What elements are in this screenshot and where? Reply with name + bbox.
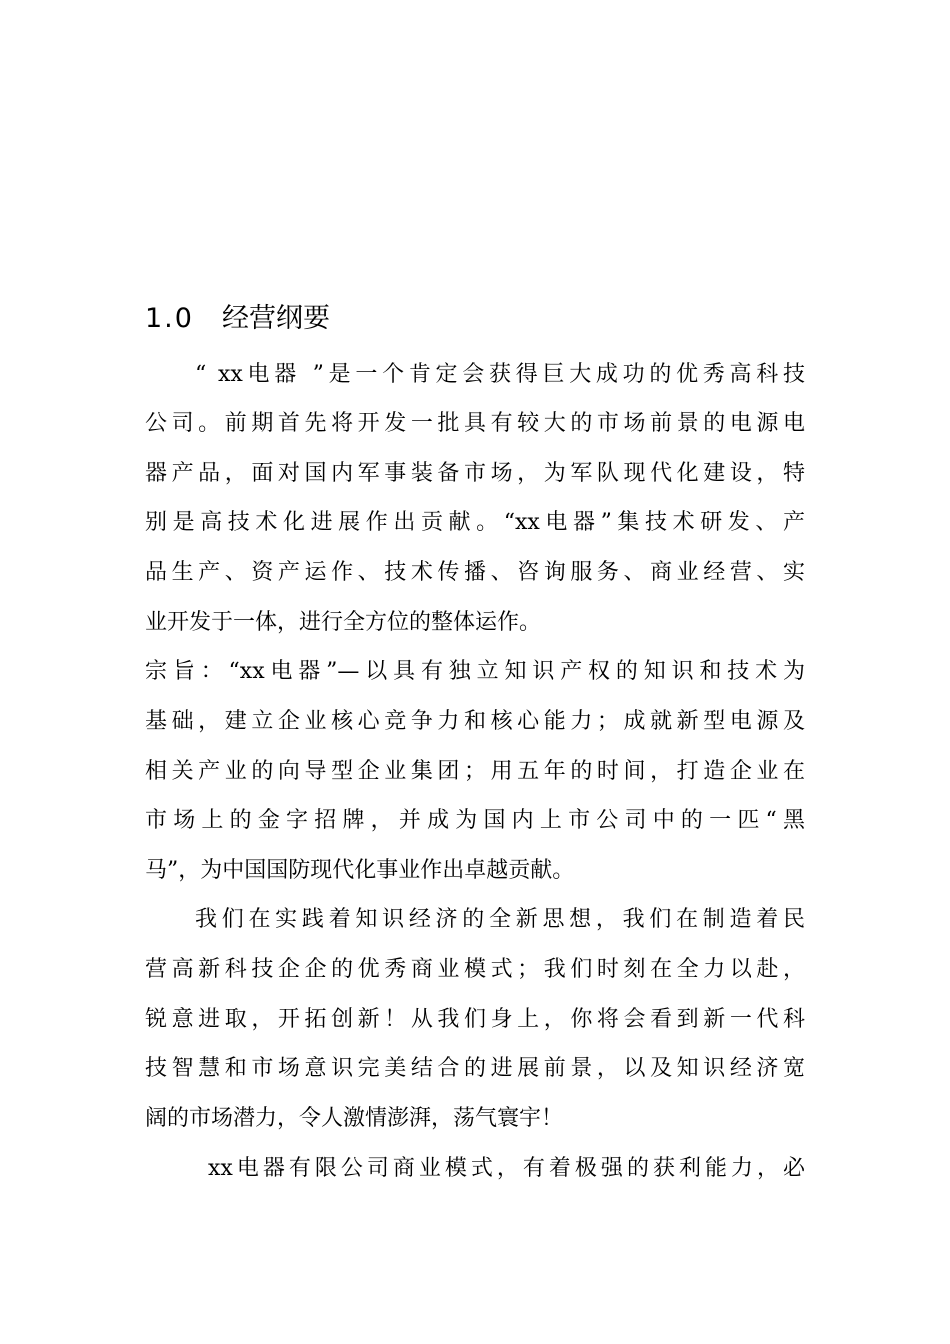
paragraph-line: 宗旨：“xx电器”—以具有独立知识产权的知识和技术为 [145,659,805,684]
paragraph-line: 锐意进取，开拓创新！从我们身上，你将会看到新一代科 [145,1007,805,1032]
section-heading [145,303,330,335]
paragraph-line: 营高新科技企企的优秀商业模式；我们时刻在全力以赴， [145,957,805,982]
paragraph-line: xx电器有限公司商业模式，有着极强的获利能力，必 [208,1156,805,1181]
section-number: 1.0 [145,303,194,334]
paragraph-line: 公司。前期首先将开发一批具有较大的市场前景的电源电 [145,411,805,436]
paragraph-line: 基础，建立企业核心竞争力和核心能力；成就新型电源及 [145,709,805,734]
paragraph-line: 技智慧和市场意识完美结合的进展前景，以及知识经济宽 [145,1056,805,1081]
paragraph-line: 器产品，面对国内军事装备市场，为军队现代化建设，特 [145,461,805,486]
paragraph-line: 阔的市场潜力，令人激情澎湃，荡气寰宇！ [145,1106,564,1131]
paragraph-line: 马”，为中国国防现代化事业作出卓越贡献。 [145,858,575,883]
section-title: 经营纲要 [221,303,330,334]
paragraph-line: “ xx电器 ”是一个肯定会获得巨大成功的优秀高科技 [195,362,805,387]
paragraph-line: 我们在实践着知识经济的全新思想，我们在制造着民 [195,907,805,932]
paragraph-line: 业开发于一体，进行全方位的整体运作。 [145,610,542,635]
paragraph-line: 相关产业的向导型企业集团；用五年的时间，打造企业在 [145,759,805,784]
paragraph-line: 品生产、资产运作、技术传播、咨询服务、商业经营、实 [145,560,805,585]
paragraph-line: 别是高技术化进展作出贡献。“xx电器”集技术研发、产 [145,510,805,535]
paragraph-line: 市场上的金字招牌，并成为国内上市公司中的一匹“黑 [145,808,805,833]
